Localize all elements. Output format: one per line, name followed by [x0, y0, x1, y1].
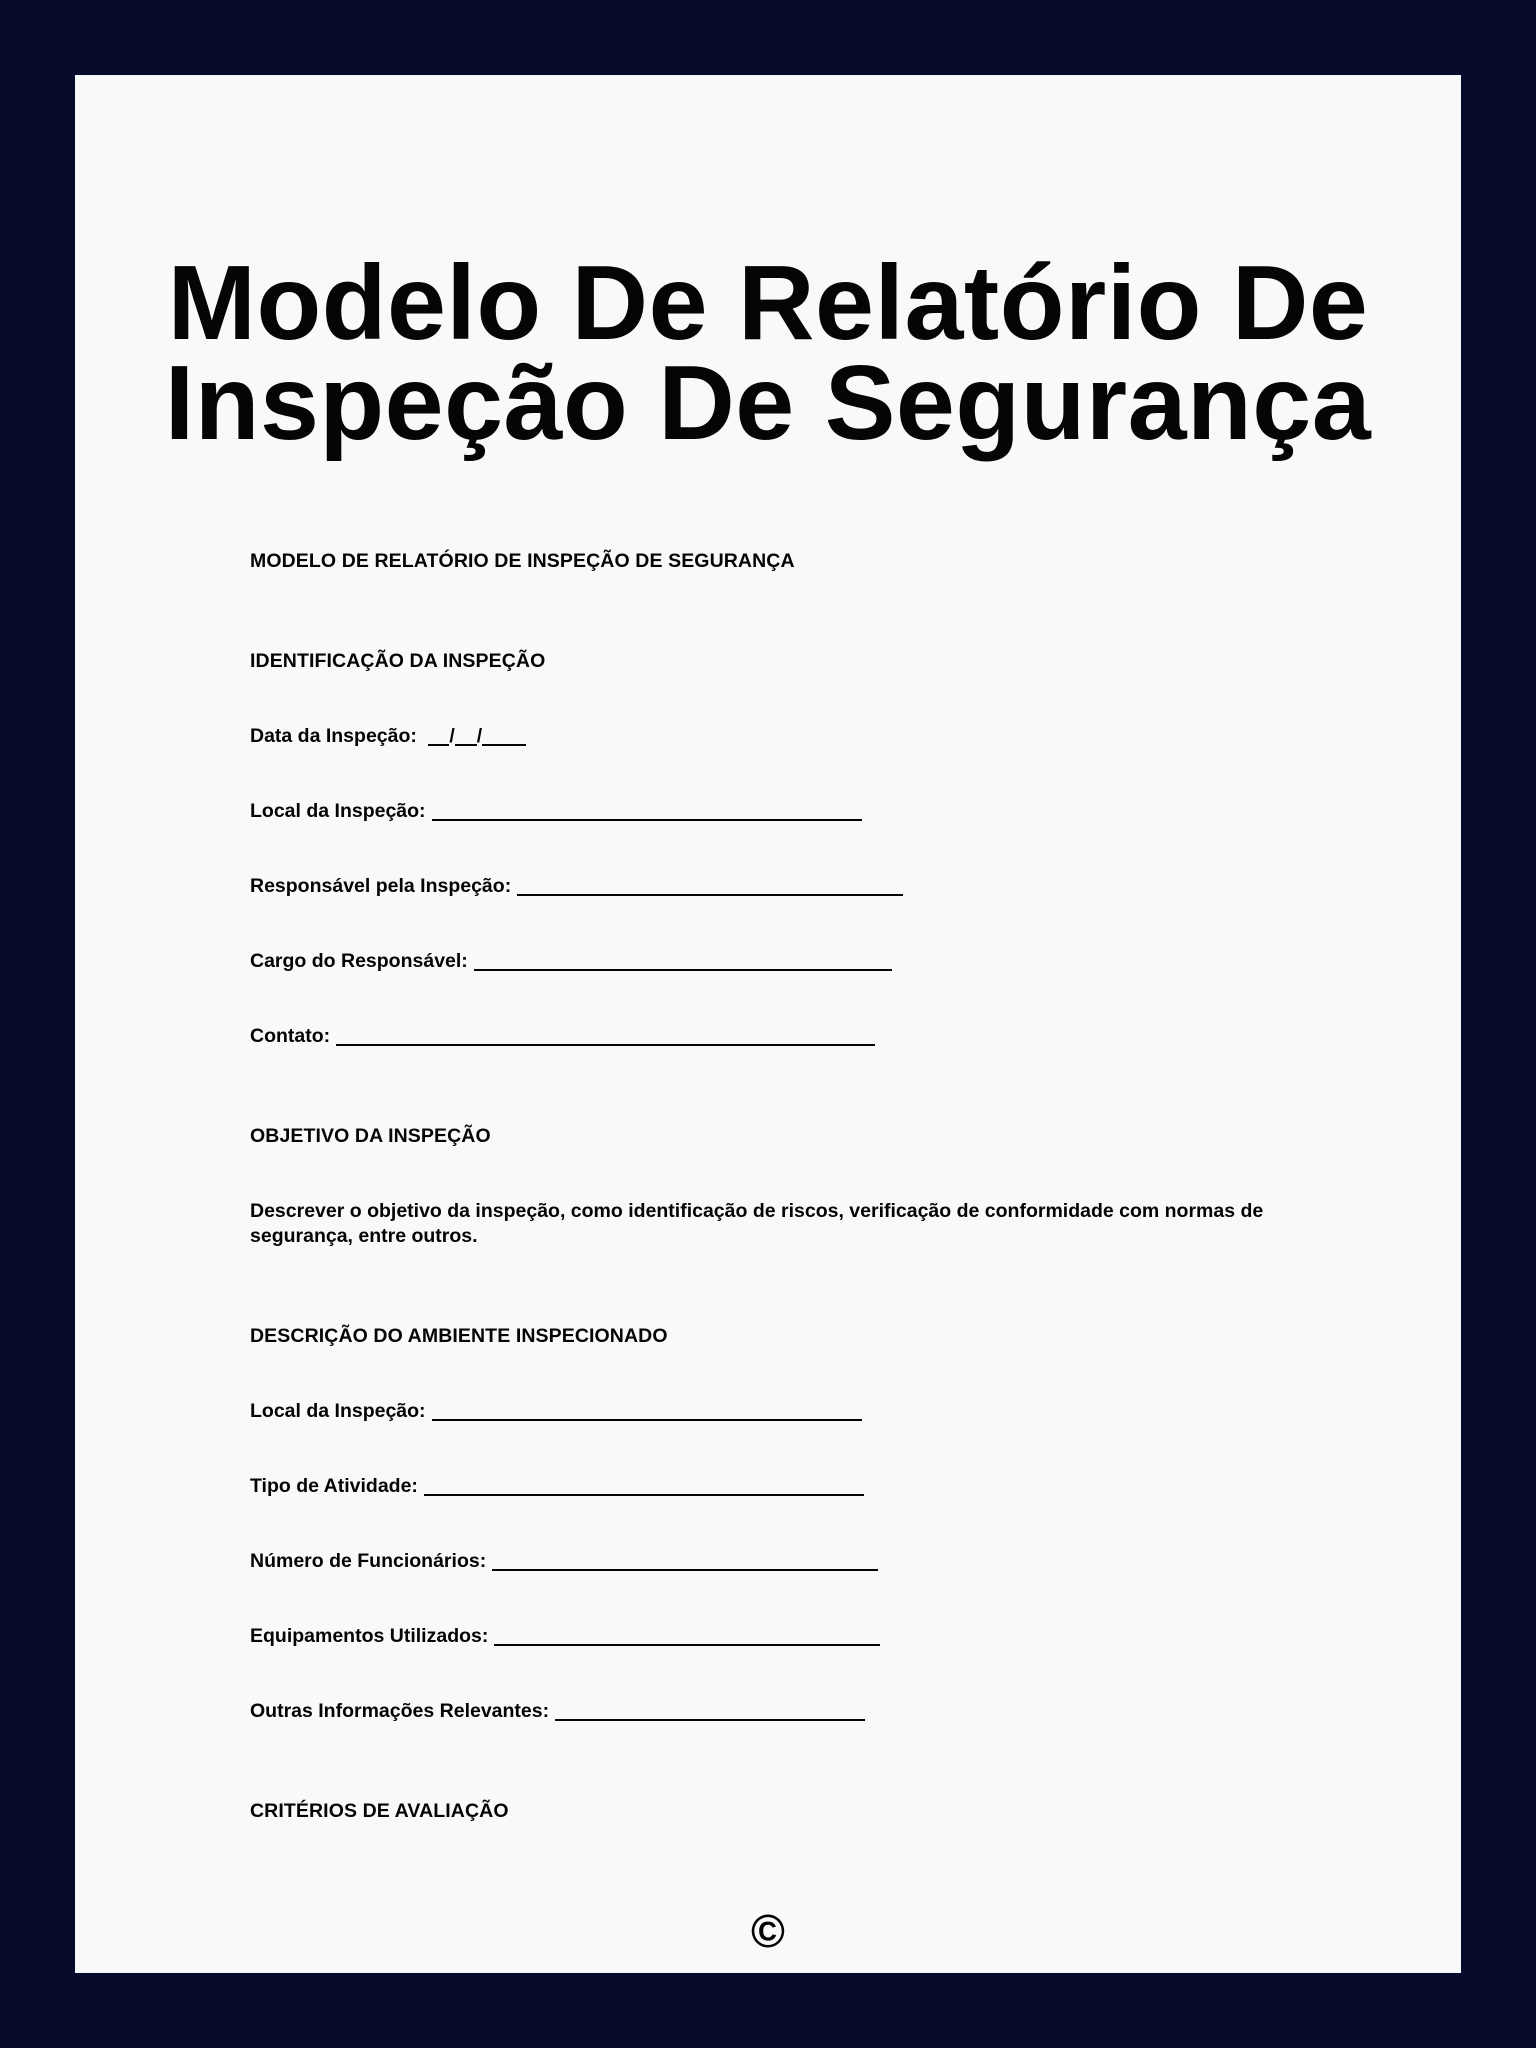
- criteria-heading: CRITÉRIOS DE AVALIAÇÃO: [250, 1800, 509, 1822]
- equipment-used-label: Equipamentos Utilizados:: [250, 1625, 489, 1647]
- date-month-blank[interactable]: [455, 743, 477, 746]
- inspection-date-label: Data da Inspeção:: [250, 725, 417, 747]
- inspection-location-blank[interactable]: [432, 818, 862, 821]
- employee-count-label: Número de Funcionários:: [250, 1550, 487, 1572]
- identification-heading: IDENTIFICAÇÃO DA INSPEÇÃO: [250, 650, 546, 672]
- equipment-used-field[interactable]: [250, 1624, 880, 1649]
- equipment-used-blank[interactable]: [494, 1643, 880, 1646]
- copyright-icon: ©: [751, 1905, 785, 1957]
- responsible-role-blank[interactable]: [474, 968, 892, 971]
- responsible-role-field[interactable]: [250, 949, 892, 974]
- environment-location-blank[interactable]: [432, 1418, 862, 1421]
- contact-field[interactable]: [250, 1024, 875, 1049]
- document-title: [75, 244, 1461, 462]
- employee-count-blank[interactable]: [492, 1568, 878, 1571]
- other-information-blank[interactable]: [555, 1718, 865, 1721]
- environment-location-label: Local da Inspeção:: [250, 1400, 426, 1422]
- inspection-responsible-field[interactable]: [250, 874, 903, 899]
- employee-count-field[interactable]: [250, 1549, 878, 1574]
- other-information-field[interactable]: [250, 1699, 865, 1724]
- inspection-date-field[interactable]: [250, 724, 526, 749]
- contact-label: Contato:: [250, 1025, 331, 1047]
- environment-heading: DESCRIÇÃO DO AMBIENTE INSPECIONADO: [250, 1325, 668, 1347]
- inspection-location-field[interactable]: [250, 799, 862, 824]
- environment-location-field[interactable]: [250, 1399, 862, 1424]
- activity-type-blank[interactable]: [424, 1493, 864, 1496]
- responsible-role-label: Cargo do Responsável:: [250, 950, 468, 972]
- date-separator-1: /: [449, 725, 455, 747]
- inspection-location-label: Local da Inspeção:: [250, 800, 426, 822]
- document-page: [75, 75, 1461, 1973]
- activity-type-label: Tipo de Atividade:: [250, 1475, 418, 1497]
- date-separator-2: /: [476, 725, 483, 747]
- objective-description: Descrever o objetivo da inspeção, como identificação de riscos, verificação de conformidade com normas de segurança, entre outros.: [250, 1200, 1264, 1247]
- document-title-line-2: Inspeção De Segurança: [164, 344, 1372, 462]
- date-year-blank[interactable]: [482, 743, 526, 746]
- contact-blank[interactable]: [336, 1043, 875, 1046]
- activity-type-field[interactable]: [250, 1474, 864, 1499]
- objective-heading: OBJETIVO DA INSPEÇÃO: [250, 1125, 491, 1147]
- other-information-label: Outras Informações Relevantes:: [250, 1700, 550, 1722]
- document-title-line-1: Modelo De Relatório De: [167, 244, 1369, 362]
- inspection-responsible-blank[interactable]: [517, 893, 903, 896]
- form-title: MODELO DE RELATÓRIO DE INSPEÇÃO DE SEGURANÇA: [250, 550, 795, 572]
- date-day-blank[interactable]: [428, 743, 449, 746]
- inspection-responsible-label: Responsável pela Inspeção:: [250, 875, 512, 897]
